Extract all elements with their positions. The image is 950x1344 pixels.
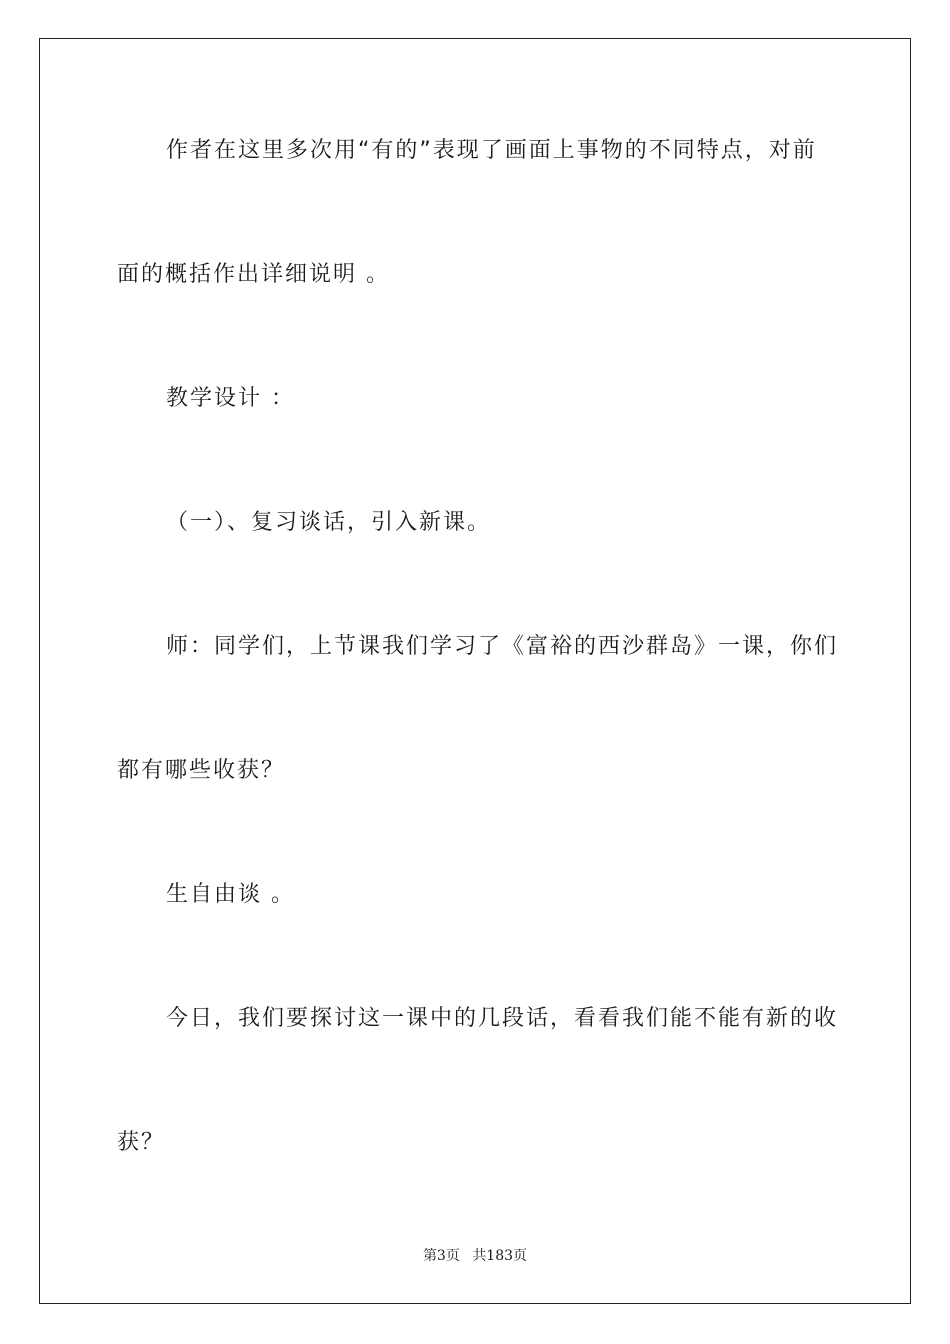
paragraph-line: 作者在这里多次用“有的”表现了画面上事物的不同特点，对前	[166, 138, 817, 163]
section-heading: 教学设计 ：	[166, 386, 295, 411]
paragraph-line: 获？	[117, 1130, 166, 1155]
subsection-heading: （一）、复习谈话，引入新课。	[166, 510, 492, 535]
page-number: 第3页	[422, 1248, 460, 1264]
paragraph-line: 今日，我们要探讨这一课中的几段话，看看我们能不能有新的收	[166, 1006, 839, 1031]
paragraph-line: 师：同学们，上节课我们学习了《富裕的西沙群岛》一课，你们	[166, 634, 839, 659]
paragraph-line: 生自由谈 。	[166, 882, 295, 907]
page-border	[39, 38, 911, 1304]
paragraph-line: 都有哪些收获？	[117, 758, 286, 783]
page-total: 共183页	[472, 1248, 528, 1264]
paragraph-line: 面的概括作出详细说明 。	[117, 262, 390, 287]
page-footer	[0, 1246, 950, 1266]
